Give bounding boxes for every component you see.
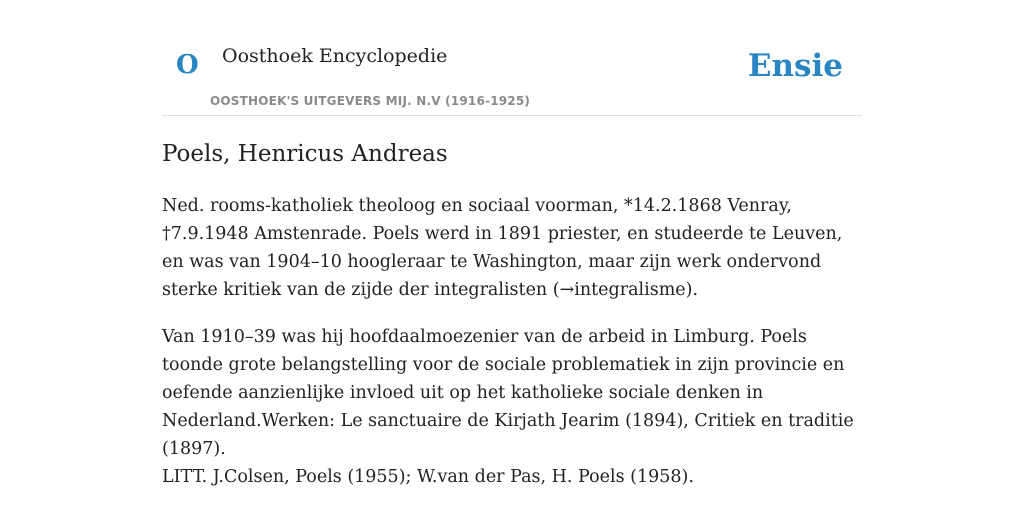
literature-references: LITT. J.Colsen, Poels (1955); W.van der Pas, H. Poels (1958).	[162, 467, 694, 487]
paragraph-1-end: ).	[685, 280, 699, 300]
ensie-logo-link[interactable]: Ensie	[747, 48, 843, 84]
integralisme-link[interactable]: →integralisme	[559, 280, 686, 300]
paragraph-1-text: Ned. rooms-katholiek theoloog en sociaal voorman, *14.2.1868 Venray, †7.9.1948 Amstenrade. Poels werd in 1891 priester, en studeerde te Leuven, en was van 1904–10 hoogleraar te Washington, maar zijn werk ondervond sterke kritiek van de zijde der integralisten (	[162, 196, 843, 300]
entry-paragraph-1	[162, 192, 862, 304]
entry-paragraph-2: Van 1910–39 was hij hoofdaalmoezenier van de arbeid in Limburg. Poels toonde grote belangstelling voor de sociale problematiek in zijn provincie en oefende aanzienlijke invloed uit op het katholieke sociale denken in Nederland.Werken: Le sanctuaire de Kirjath Jearim (1894), Critiek en traditie (1897).	[162, 327, 854, 459]
entry-title: Poels, Henricus Andreas	[162, 141, 448, 167]
encyclopedia-logo[interactable]: O	[176, 50, 199, 80]
site-header	[162, 0, 862, 116]
publisher-label: OOSTHOEK'S UITGEVERS MIJ. N.V (1916-1925)	[210, 94, 531, 108]
encyclopedia-title-link[interactable]: Oosthoek Encyclopedie	[222, 45, 448, 67]
page-container	[162, 0, 862, 512]
